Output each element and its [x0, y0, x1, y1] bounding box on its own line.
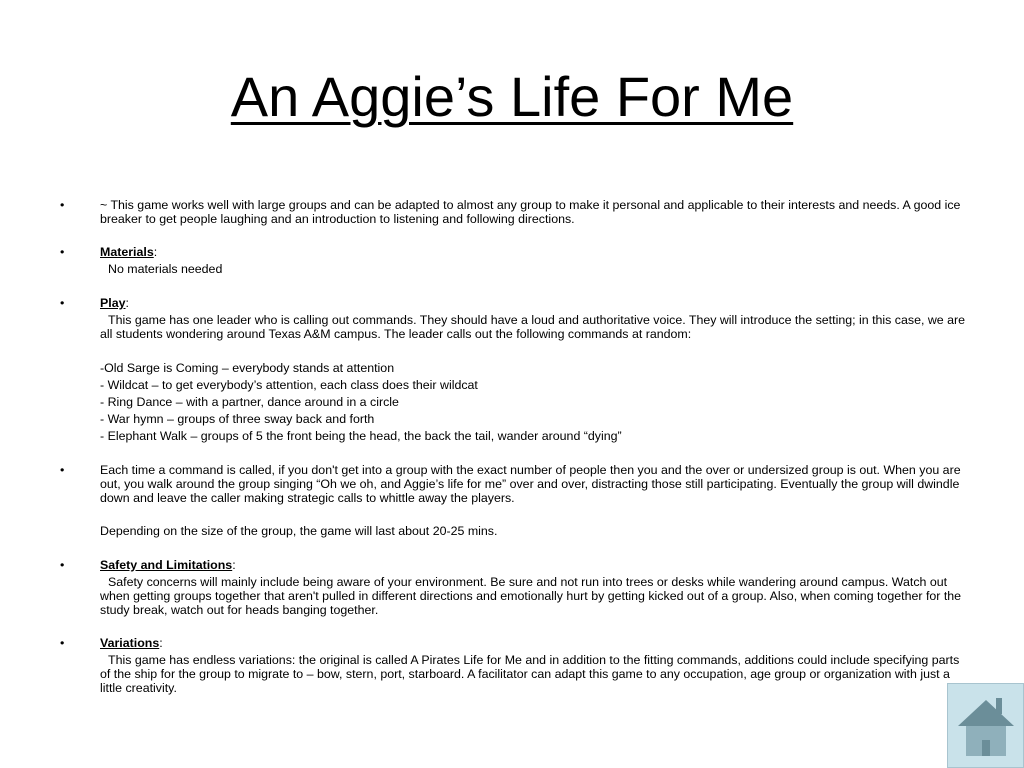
command-item: - Ring Dance – with a partner, dance around in a circle [100, 395, 399, 409]
bullet-intro [60, 198, 970, 226]
intro-text: ~ This game works well with large groups and can be adapted to almost any group to make it personal and applicable to their interests and needs. A good ice breaker to get people laughing and an introduction to listening and following directions. [100, 198, 961, 226]
bullet-safety [60, 558, 970, 617]
play-text: This game has one leader who is calling out commands. They should have a loud and authoritative voice. They will introduce the setting; in this case, we are all students wondering around Texas A&M campus. The leader calls out the following commands at random: [100, 313, 966, 341]
bullet-icon: • [60, 636, 65, 650]
home-button[interactable] [947, 683, 1024, 768]
variations-colon: : [159, 636, 163, 650]
duration-text: Depending on the size of the group, the game will last about 20-25 mins. [100, 524, 498, 538]
bullet-icon: • [60, 558, 65, 572]
home-icon [948, 684, 1023, 767]
safety-colon: : [232, 558, 236, 572]
bullet-materials [60, 245, 970, 276]
safety-heading: Safety and Limitations [100, 558, 233, 572]
door-shape [982, 740, 990, 756]
bullet-icon: • [60, 296, 65, 310]
roof-shape [958, 700, 1014, 726]
command-item: - Elephant Walk – groups of 5 the front being the head, the back the tail, wander around “dying” [100, 429, 622, 443]
command-item: -Old Sarge is Coming – everybody stands at attention [100, 361, 395, 375]
materials-heading: Materials [100, 245, 154, 259]
safety-text: Safety concerns will mainly include being aware of your environment. Be sure and not run into trees or desks while wandering around campus. Watch out when getting groups together that aren't pulled in different directions and emotionally hurt by getting kicked out of a group. Also, when coming together for the study break, watch out for heads banging together. [100, 575, 962, 617]
command-item: - Wildcat – to get everybody’s attention, each class does their wildcat [100, 378, 478, 392]
bullet-icon: • [60, 198, 65, 212]
bullet-each-time [60, 463, 970, 538]
each-time-text: Each time a command is called, if you don't get into a group with the exact number of people then you and the over or undersized group is out. When you are out, you walk around the group singing “Oh we oh, and Aggie’s life for me” over and over, distracting those still participating. Eventually the group will dwindle down and leave the caller making strategic calls to whittle away the players. [100, 463, 961, 505]
materials-colon: : [153, 245, 158, 259]
play-heading: Play [100, 296, 126, 310]
bullet-icon: • [60, 245, 65, 259]
bullet-icon: • [60, 463, 65, 477]
variations-text: This game has endless variations: the original is called A Pirates Life for Me and in addition to the fitting commands, additions could include specifying parts of the ship for the group to migrate to – bow, stern, port, starboard. A facilitator can adapt this game to any occupation, age group or organization with just a little creativity. [100, 653, 960, 695]
command-list [100, 360, 970, 445]
variations-heading: Variations [100, 636, 160, 650]
bullet-variations [60, 636, 970, 695]
play-colon: : [125, 296, 129, 310]
command-item: - War hymn – groups of three sway back and forth [100, 412, 375, 426]
slide-body [60, 198, 970, 695]
materials-text: No materials needed [108, 262, 223, 276]
bullet-play [60, 296, 970, 445]
slide-title: An Aggie’s Life For Me [230, 65, 794, 128]
